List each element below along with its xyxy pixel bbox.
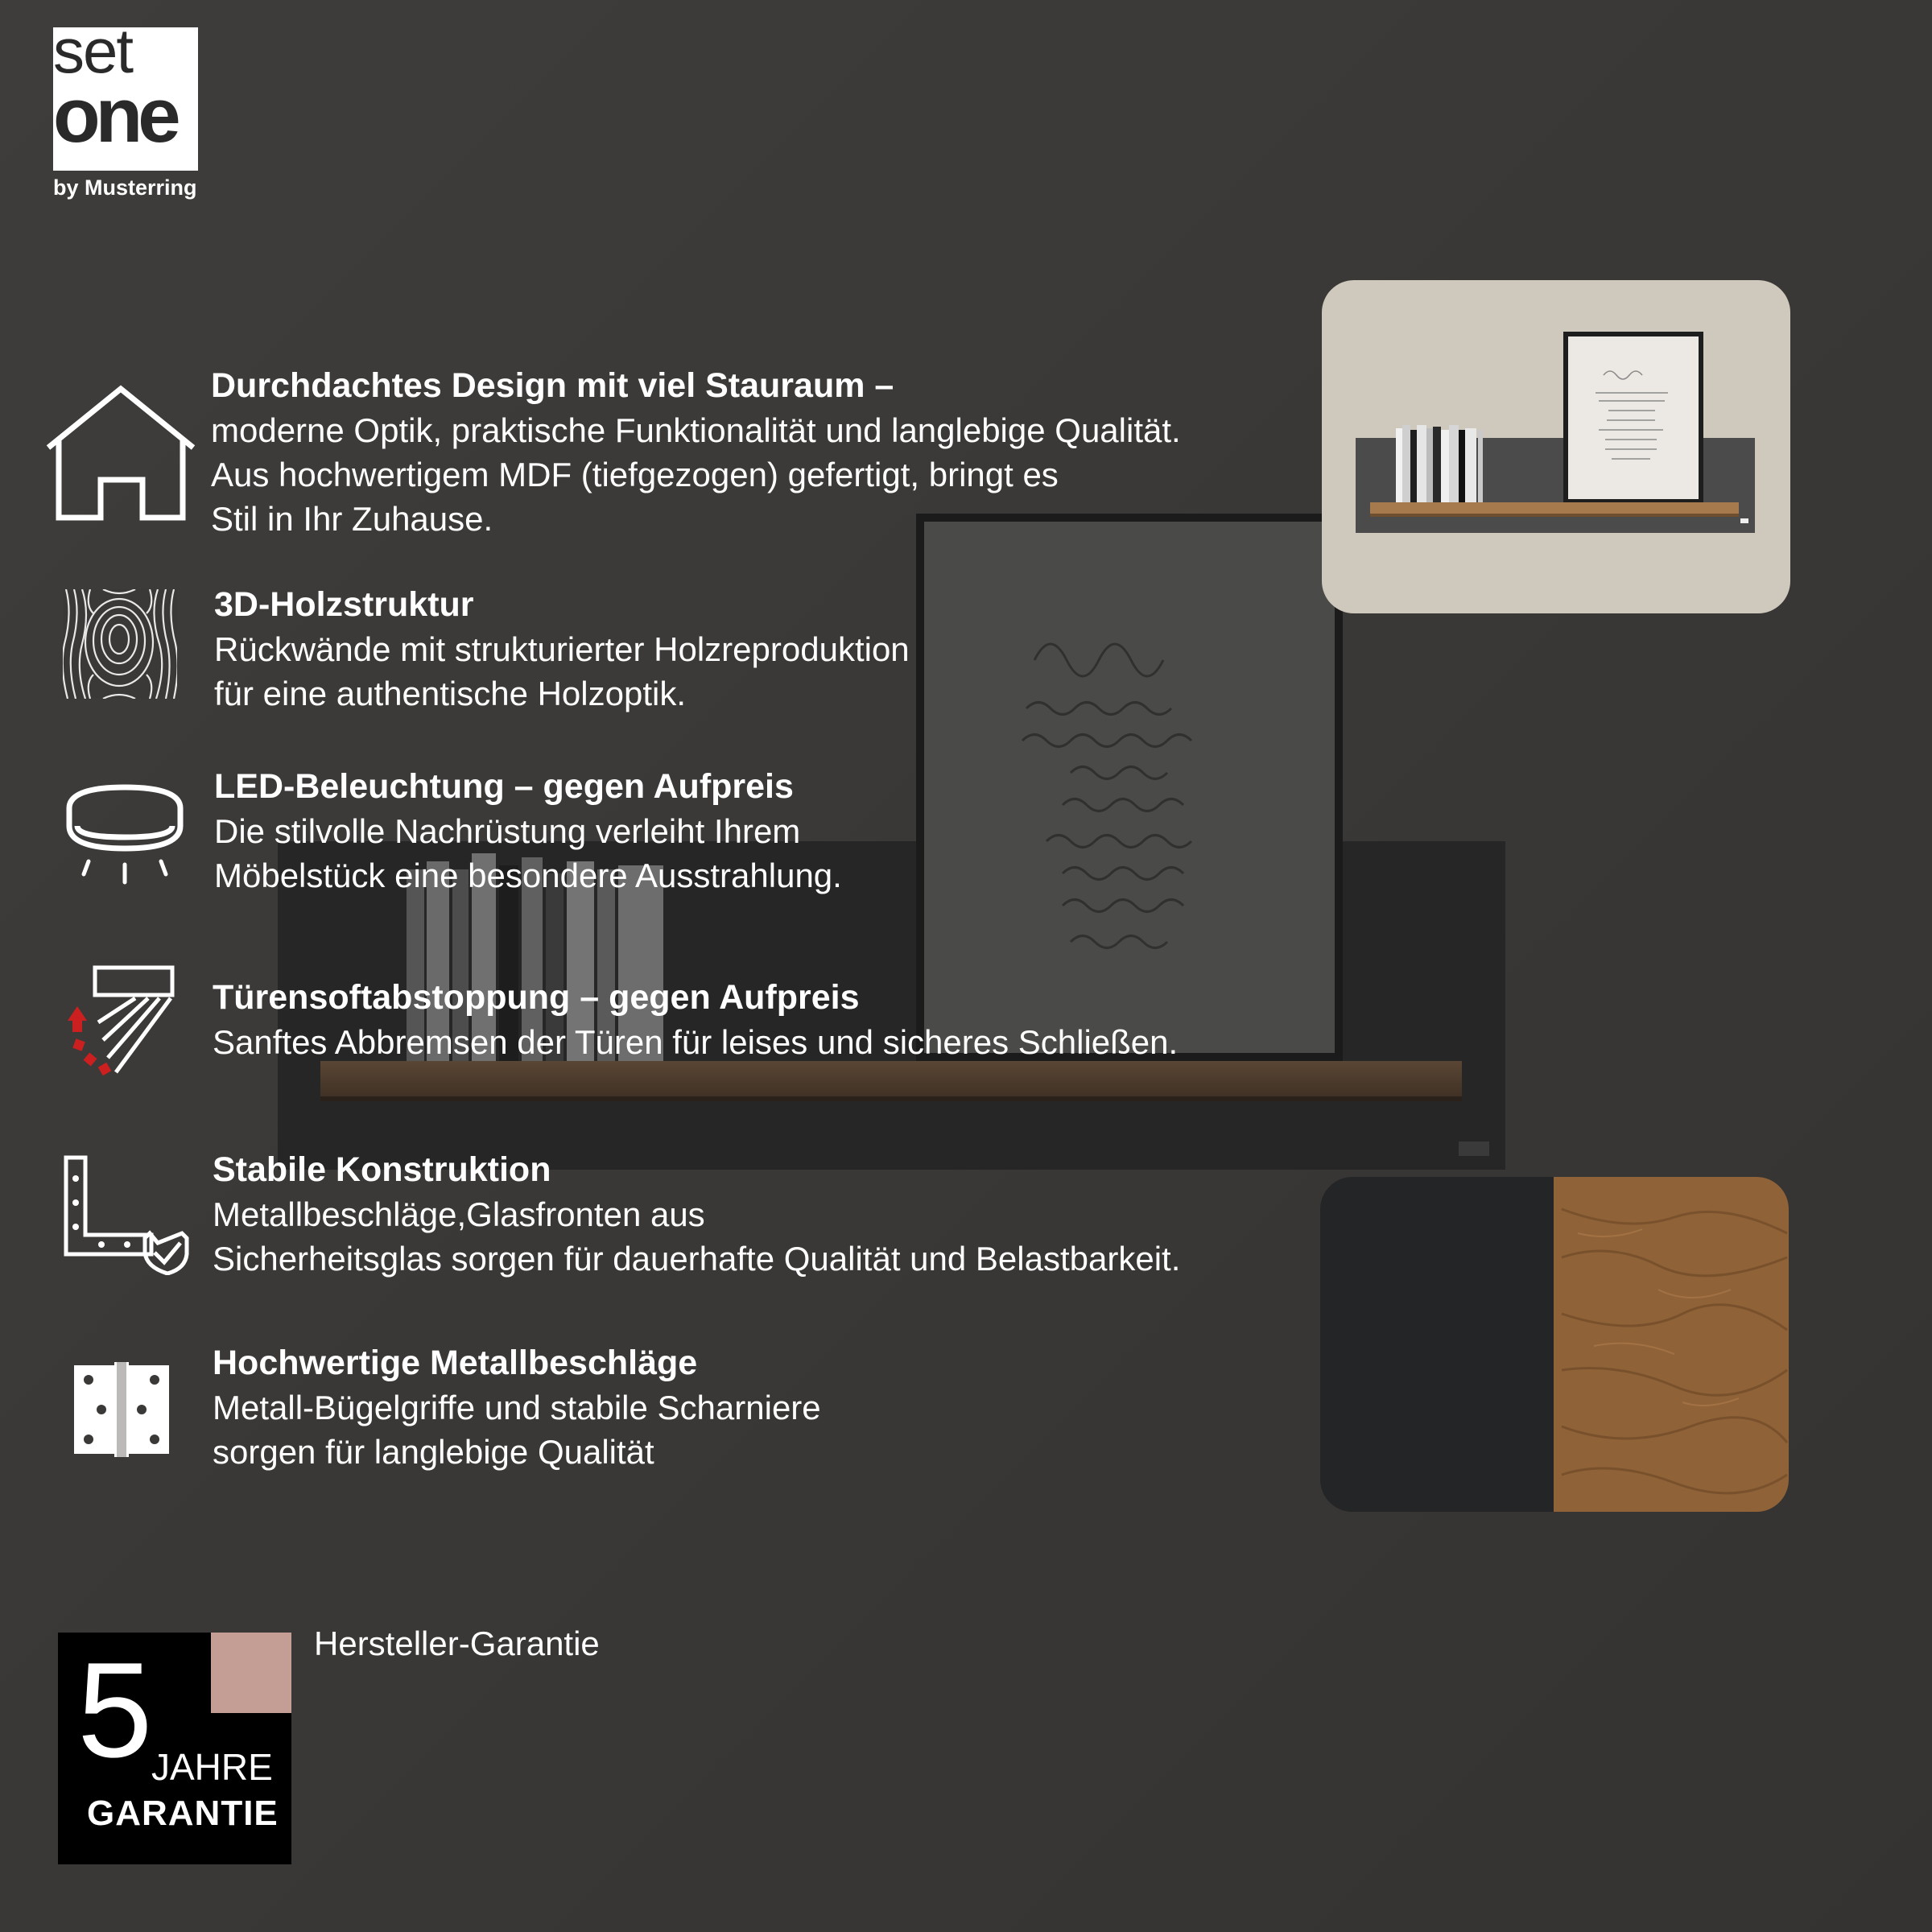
hinge-icon [72,1362,171,1457]
logo-text-bottom: one [53,72,176,159]
soft-close-door-icon [64,963,177,1077]
shelf-board [320,1061,1462,1100]
ceiling-light-icon [64,784,185,887]
logo-text-top: set [53,27,133,86]
feature-line: Sicherheitsglas sorgen für dauerhafte Qualität und Belastbarkeit. [213,1240,1181,1278]
house-icon [44,385,197,522]
guarantee-accent [211,1633,291,1713]
guarantee-word: GARANTIE [87,1794,279,1833]
wood-grain-icon [63,589,177,699]
feature-line: moderne Optik, praktische Funktionalität und langlebige Qualität. [211,411,1181,449]
guarantee-unit: JAHRE [151,1746,273,1788]
feature-title: 3D-Holzstruktur [214,585,474,624]
feature-title: Durchdachtes Design mit viel Stauraum – [211,366,894,405]
brand-logo [53,27,198,171]
product-photo [1322,280,1790,613]
feature-title: Türensoftabstoppung – gegen Aufpreis [213,978,860,1017]
feature-line: Metallbeschläge,Glasfronten aus [213,1195,705,1233]
feature-title: Stabile Konstruktion [213,1150,551,1189]
feature-title: Hochwertige Metallbeschläge [213,1344,698,1382]
feature-line: sorgen für langlebige Qualität [213,1433,654,1471]
guarantee-years: 5 [77,1634,153,1785]
bracket-shield-icon [63,1154,192,1275]
feature-line: Sanftes Abbremsen der Türen für leises und sicheres Schließen. [213,1023,1179,1061]
guarantee-label: Hersteller-Garantie [314,1624,600,1662]
brand-byline: by Musterring [53,175,197,200]
feature-line: Stil in Ihr Zuhause. [211,500,493,538]
feature-line: Möbelstück eine besondere Ausstrahlung. [214,857,842,894]
feature-line: Aus hochwertigem MDF (tiefgezogen) gefertigt, bringt es [211,456,1059,493]
feature-title: LED-Beleuchtung – gegen Aufpreis [214,767,794,806]
feature-line: für eine authentische Holzoptik. [214,675,687,712]
feature-line: Rückwände mit strukturierter Holzreproduktion [214,630,910,668]
feature-line: Metall-Bügelgriffe und stabile Scharniere [213,1389,821,1426]
material-swatch [1320,1177,1789,1512]
feature-line: Die stilvolle Nachrüstung verleiht Ihrem [214,812,801,850]
